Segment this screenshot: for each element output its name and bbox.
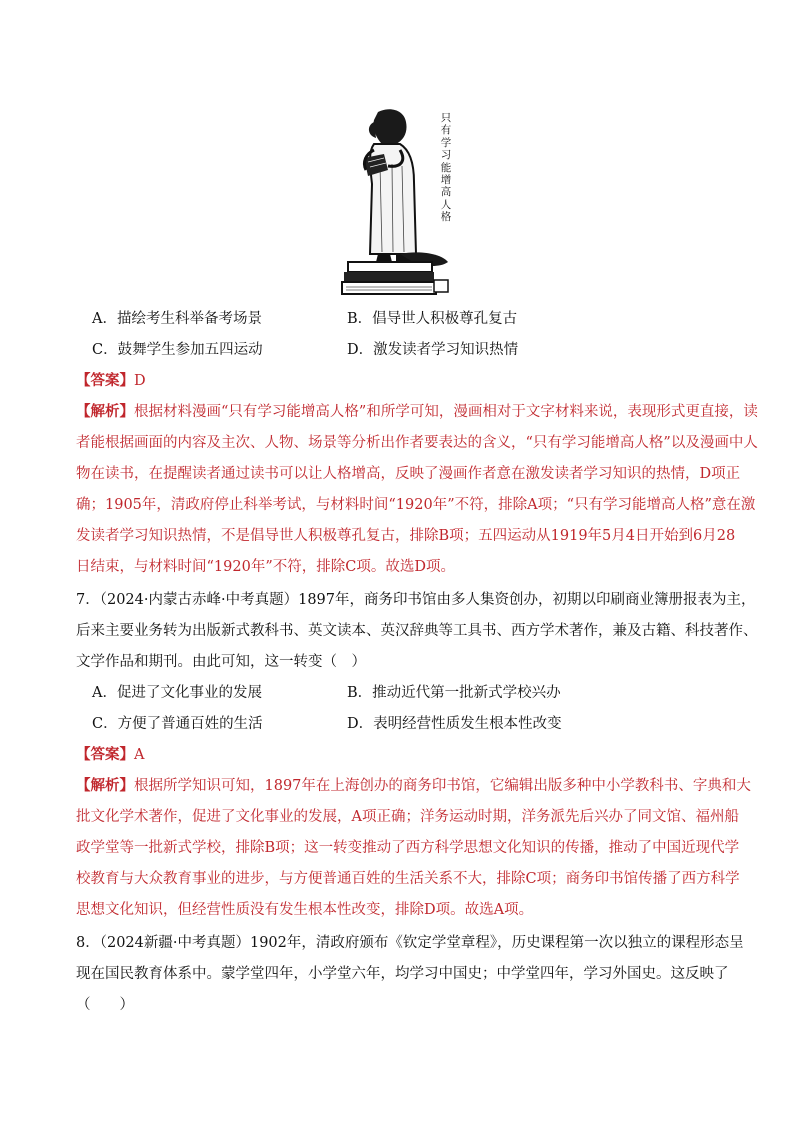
q8-stem-line: 8．（2024新疆·中考真题）1902年，清政府颁布《钦定学堂章程》，历史课程第一次以独立的课程形态呈	[76, 935, 744, 951]
caption-char: 增	[440, 174, 452, 187]
q6-analysis-line: 确；1905年，清政府停止科举考试，与材料时间“1920年”不符，排除A项；“只有学习能增高人格”意在激	[76, 497, 756, 513]
q7-answer	[76, 745, 144, 765]
caption-char: 高	[440, 186, 452, 199]
caption-char: 有	[440, 124, 452, 137]
analysis-label: 【解析】	[76, 403, 134, 420]
q6-analysis-line: 发读者学习知识热情，不是倡导世人积极尊孔复古，排除B项；五四运动从1919年5月4日开始到6月28	[76, 528, 736, 544]
q7-stem-line: 后来主要业务转为出版新式教科书、英文读本、英汉辞典等工具书、西方学术著作，兼及古籍、科技著作、	[76, 623, 758, 639]
answer-label: 【答案】	[76, 372, 134, 389]
q6-analysis-line: 物在读书，在提醒读者通过读书可以让人格增高，反映了漫画作者意在激发读者学习知识的热情，D项正	[76, 466, 741, 482]
caption-char: 习	[440, 149, 452, 162]
answer-value: A	[134, 747, 145, 763]
q6-option-d: D．激发读者学习知识热情	[347, 342, 519, 358]
analysis-label: 【解析】	[76, 777, 134, 794]
caption-char: 能	[440, 161, 452, 174]
caption-char: 学	[440, 136, 452, 149]
caption-char: 人	[440, 198, 452, 211]
q7-option-b: B．推动近代第一批新式学校兴办	[347, 685, 561, 701]
q7-analysis-line: 批文化学术著作，促进了文化事业的发展，A项正确；洋务运动时期，洋务派先后兴办了同文馆、福州船	[76, 809, 739, 825]
q6-option-c: C．鼓舞学生参加五四运动	[92, 342, 263, 358]
q8-stem-line: （ ）	[76, 997, 134, 1013]
q6-analysis-line: 者能根据画面的内容及主次、人物、场景等分析出作者要表达的含义，“只有学习能增高人格”以及漫画中人	[76, 435, 758, 451]
q7-analysis-line: 校教育与大众教育事业的进步，与方便普通百姓的生活关系不大，排除C项；商务印书馆传播了西方科学	[76, 871, 740, 887]
q7-stem-line: 7．（2024·内蒙古赤峰·中考真题）1897年，商务印书馆由多人集资创办，初期以印刷商业簿册报表为主，	[76, 592, 756, 608]
comic-caption-vertical	[438, 112, 454, 224]
caption-char: 只	[440, 112, 452, 124]
q7-option-a: A．促进了文化事业的发展	[92, 685, 262, 701]
q6-option-b: B．倡导世人积极尊孔复古	[347, 311, 518, 327]
q7-option-c: C．方便了普通百姓的生活	[92, 716, 263, 732]
q6-analysis-line: 【解析】根据材料漫画“只有学习能增高人格”和所学可知，漫画相对于文字材料来说，表现形式更直接，读	[76, 403, 758, 420]
q7-analysis-line: 政学堂等一批新式学校，排除B项；这一转变推动了西方科学思想文化知识的传播，推动了中国近现代学	[76, 840, 740, 856]
q6-analysis-line: 日结束，与材料时间“1920年”不符，排除C项。故选D项。	[76, 559, 455, 575]
q8-stem-line: 现在国民教育体系中。蒙学堂四年，小学堂六年，均学习中国史；中学堂四年，学习外国史。这反映了	[76, 966, 729, 982]
q7-analysis-line: 思想文化知识，但经营性质没有发生根本性改变，排除D项。故选A项。	[76, 902, 534, 918]
q6-option-a: A．描绘考生科举备考场景	[92, 311, 262, 327]
answer-label: 【答案】	[76, 746, 134, 763]
q7-option-d: D．表明经营性质发生根本性改变	[347, 716, 562, 732]
q7-analysis-line: 【解析】根据所学知识可知，1897年在上海创办的商务印书馆，它编辑出版多种中小学教科书、字典和大	[76, 777, 751, 794]
answer-value: D	[134, 373, 146, 389]
q6-answer	[76, 371, 146, 391]
caption-char: 格	[440, 211, 452, 224]
q7-stem-line: 文学作品和期刊。由此可知，这一转变（ ）	[76, 654, 366, 670]
